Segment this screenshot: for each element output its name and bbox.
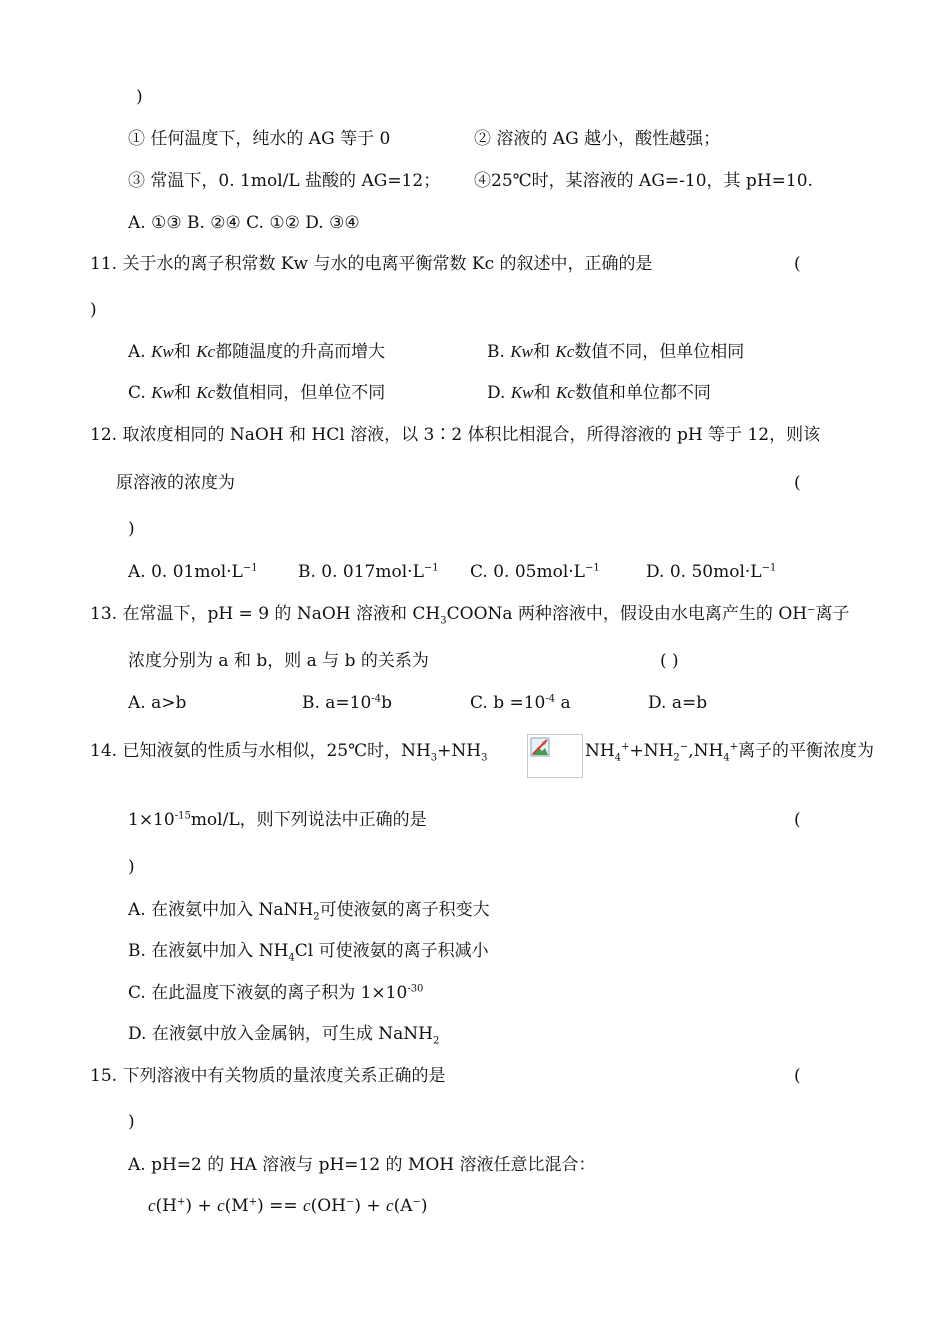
q10-statement-3: ③ 常温下，0. 1mol/L 盐酸的 AG=12；: [128, 171, 441, 191]
q11-option-d: D. Kw和 Kc数值和单位都不同: [487, 383, 711, 403]
q13-option-b: B. $a=10^{-4}b$: [302, 693, 392, 713]
q13-option-c: C. $b =10^{-4}$ a: [470, 693, 571, 713]
q10-statement-4: ④25℃时，某溶液的 AG=-10，其 pH=10.: [474, 171, 813, 191]
q14-stem-part2: $NH_4^++NH_2^-,NH_4^+$离子的平衡浓度为: [585, 741, 875, 764]
image-placeholder-icon: [530, 737, 550, 757]
q13-answer-blank: ( ): [660, 651, 679, 671]
q15-option-a: A. pH=2 的 HA 溶液与 pH=12 的 MOH 溶液任意比混合：: [128, 1155, 596, 1175]
broken-image-icon: [527, 734, 583, 778]
q14-option-c: C. 在此温度下液氨的离子积为 $1\times 10^{-30}$: [128, 983, 424, 1003]
q12-option-d: D. 0. $50mol\cdot L^{-1}$: [646, 562, 777, 582]
q11-option-c: C. Kw和 Kc数值相同，但单位不同: [128, 383, 386, 403]
q10-paren-close: ): [136, 87, 143, 107]
q11-stem: 11. 关于水的离子积常数 Kw 与水的电离平衡常数 Kc 的叙述中，正确的是: [90, 254, 653, 274]
q13-option-a: A. a>b: [128, 693, 187, 713]
q13-stem: 13. 在常温下，pH = 9 的 NaOH 溶液和 $CH_3COONa$ 两种溶液中，假设由水电离产生的 OH−离子: [90, 604, 850, 627]
q14-option-d: D. 在液氨中放入金属钠，可生成 NaNH$_2$: [128, 1024, 440, 1047]
q10-statement-1: ① 任何温度下，纯水的 AG 等于 0: [128, 129, 391, 149]
q14-paren-open: (: [794, 810, 801, 830]
q14-stem-part1: 14. 已知液氨的性质与水相似，25℃时，$NH_3+NH_3$: [90, 741, 488, 764]
q10-options: A. ①③ B. ②④ C. ①② D. ③④: [128, 213, 360, 233]
q13-stem-line2: 浓度分别为 a 和 b，则 a 与 b 的关系为: [128, 651, 429, 671]
q15-paren-close: ): [128, 1112, 135, 1132]
q15-paren-open: (: [794, 1066, 801, 1086]
q11-option-b: B. Kw和 Kc数值不同，但单位相同: [487, 342, 745, 362]
q12-paren-close: ): [128, 519, 135, 539]
q12-option-a: A. 0. $01mol\cdot L^{-1}$: [128, 562, 258, 582]
q11-paren-close: ): [90, 300, 97, 320]
q12-paren-open: (: [794, 473, 801, 493]
q15-option-a-equation: c(H+) + c(M+) == c(OH−) + c(A−): [148, 1196, 428, 1216]
q14-option-a: A. 在液氨中加入 NaNH$_2$可使液氨的离子积变大: [128, 900, 490, 923]
q15-stem: 15. 下列溶液中有关物质的量浓度关系正确的是: [90, 1066, 446, 1086]
q12-option-b: B. 0. $017mol\cdot L^{-1}$: [298, 562, 439, 582]
q11-option-a: A. Kw和 Kc都随温度的升高而增大: [128, 342, 386, 362]
q11-paren-open: (: [794, 254, 801, 274]
q14-paren-close: ): [128, 857, 135, 877]
q13-option-d: D. a=b: [648, 693, 708, 713]
q12-stem-line2: 原溶液的浓度为: [116, 473, 235, 493]
q12-stem: 12. 取浓度相同的 NaOH 和 HCl 溶液，以 3∶2 体积比相混合，所得溶液的 pH 等于 12，则该: [90, 425, 821, 445]
q10-statement-2: ② 溶液的 AG 越小，酸性越强；: [474, 129, 721, 149]
q14-option-b: B. 在液氨中加入 $NH_4Cl$ 可使液氨的离子积减小: [128, 941, 489, 964]
q14-stem-line2: $1\times 10^{-15}mol/L$，则下列说法中正确的是: [128, 810, 427, 830]
q12-option-c: C. 0. $05mol\cdot L^{-1}$: [470, 562, 600, 582]
